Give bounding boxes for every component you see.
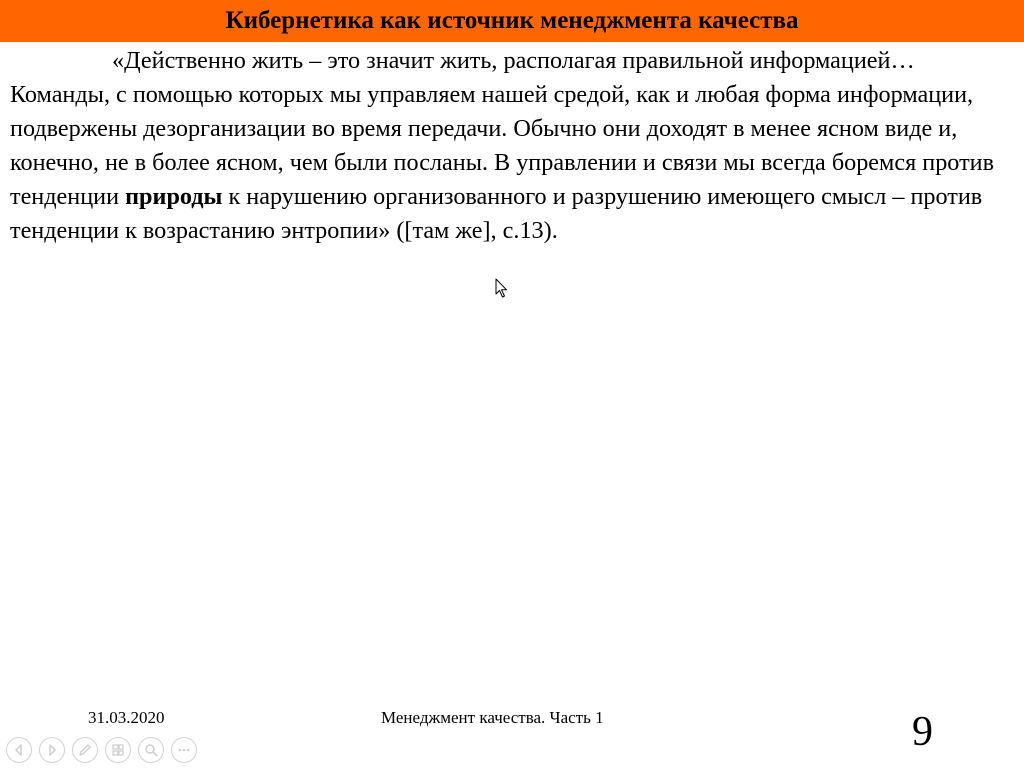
slide-title: Кибернетика как источник менеджмента качества	[225, 7, 799, 34]
previous-slide-button[interactable]	[6, 737, 32, 763]
mouse-cursor-icon	[495, 278, 509, 298]
next-slide-button[interactable]	[39, 737, 65, 763]
slide-title-bar	[0, 0, 1024, 42]
slideshow-nav-toolbar	[6, 736, 197, 764]
footer-date: 31.03.2020	[88, 708, 165, 727]
slide-body-text	[10, 44, 1015, 248]
footer-title: Менеджмент качества. Часть 1	[381, 708, 604, 727]
slide-number: 9	[912, 709, 933, 755]
more-options-button[interactable]	[171, 737, 197, 763]
body-text-part-2: к нарушению организованного и разрушению имеющего смысл – против тенденции к возрастанию энтропии» ([там же], с.13).	[10, 183, 983, 244]
body-text-bold: природы	[125, 183, 223, 210]
zoom-icon	[143, 742, 159, 758]
next-slide-icon	[44, 742, 60, 758]
see-all-slides-icon	[110, 742, 126, 758]
body-text-part-1: «Действенно жить – это значит жить, располагая правильной информацией… Команды, с помощью которых мы управляем нашей средой, как и любая форма информации, подвержены дезорганизации во время передачи. Обычно они доходят в менее ясном виде и, конечно, не в более ясном, чем были посланы. В управлении и связи мы всегда боремся против тенденции	[10, 47, 995, 210]
pen-button[interactable]	[72, 737, 98, 763]
zoom-button[interactable]	[138, 737, 164, 763]
previous-slide-icon	[11, 742, 27, 758]
pen-icon	[77, 742, 93, 758]
more-options-icon	[176, 742, 192, 758]
see-all-slides-button[interactable]	[105, 737, 131, 763]
